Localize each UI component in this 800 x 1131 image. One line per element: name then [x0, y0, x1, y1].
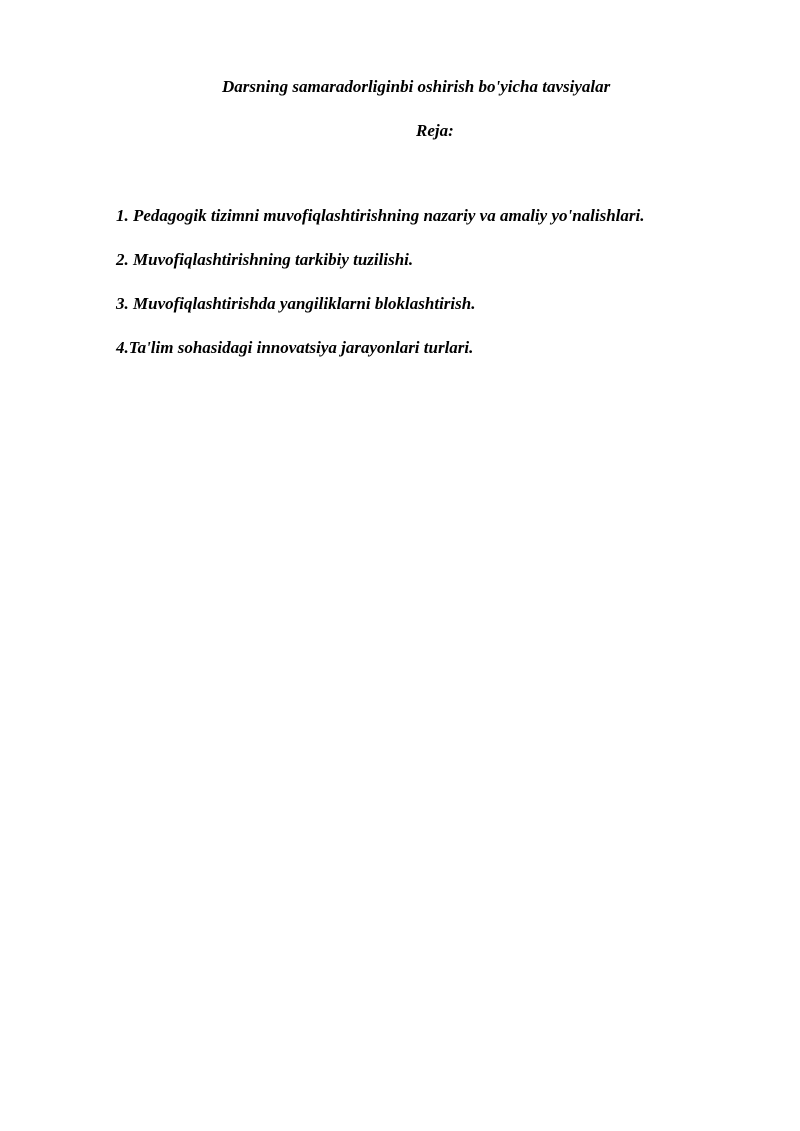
plan-item: 3. Muvofiqlashtirishda yangiliklarni bloklashtirish. — [116, 294, 476, 313]
plan-item: 2. Muvofiqlashtirishning tarkibiy tuzilishi. — [116, 250, 414, 269]
plan-item: 1. Pedagogik tizimni muvofiqlashtirishning nazariy va amaliy yo'nalishlari. — [116, 206, 645, 225]
plan-item: 4.Ta'lim sohasidagi innovatsiya jarayonlari turlari. — [116, 338, 474, 357]
document-title: Darsning samaradorliginbi oshirish bo'yicha tavsiyalar — [222, 77, 611, 96]
plan-heading: Reja: — [416, 121, 454, 140]
plan-list — [116, 205, 645, 381]
